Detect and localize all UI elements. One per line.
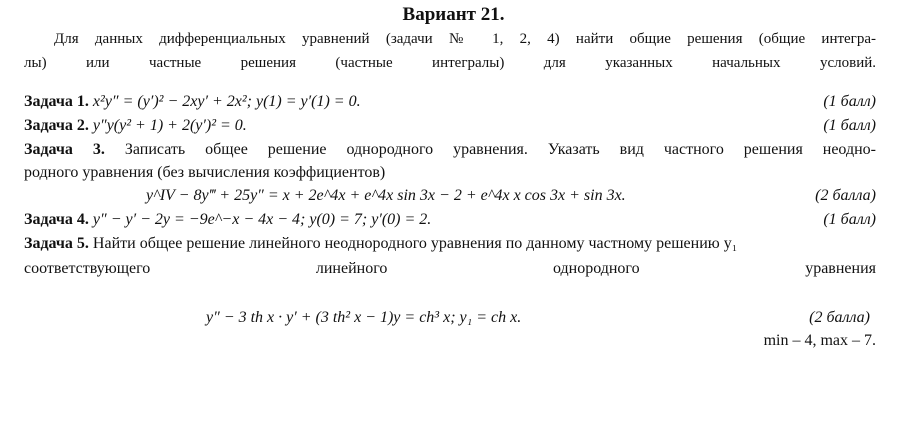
task-2 xyxy=(24,114,876,138)
min-max-row xyxy=(24,329,876,353)
task-1-equation: x²y″ = (y′)² − 2xy′ + 2x²; y(1) = y′(1) = 0. xyxy=(92,93,361,110)
task-3-score: (2 балла) xyxy=(815,187,876,204)
task-5-equation-row xyxy=(24,306,876,330)
task-4-label: Задача 4. xyxy=(24,211,89,228)
task-3-equation-row xyxy=(24,184,876,208)
task-2-label: Задача 2. xyxy=(24,117,89,134)
task-5-label: Задача 5. xyxy=(24,235,89,252)
task-5-line-2: соответствующего линейного однородного уравнения xyxy=(24,260,876,277)
task-5-equation: y″ − 3 th x · y′ + (3 th² x − 1)y = ch³ x; y₁ = ch x. xyxy=(206,309,522,326)
min-max-text: min – 4, max – 7. xyxy=(763,332,876,349)
task-3-label: Задача 3. xyxy=(24,141,105,158)
task-1-score: (1 балл) xyxy=(823,93,876,110)
variant-title: Вариант 21. xyxy=(402,4,505,25)
task-1-label: Задача 1. xyxy=(24,93,89,110)
task-1 xyxy=(24,90,876,114)
task-5 xyxy=(24,232,876,256)
task-2-score: (1 балл) xyxy=(823,117,876,134)
task-2-equation: y″y(y² + 1) + 2(y′)² = 0. xyxy=(92,117,247,134)
intro-line-1: Для данных дифференциальных уравнений (задачи № 1, 2, 4) найти общие решения (общие интегра- xyxy=(54,31,876,47)
task-3-equation: y^IV − 8y‴ + 25y″ = x + 2e^4x + e^4x sin 3x − 2 + e^4x x cos 3x + sin 3x. xyxy=(146,187,626,204)
task-4-equation: y″ − y′ − 2y = −9e^−x − 4x − 4; y(0) = 7; y′(0) = 2. xyxy=(92,211,432,228)
task-3-line-2: родного уравнения (без вычисления коэффициентов) xyxy=(24,164,386,181)
intro-line-2: лы) или частные решения (частные интегралы) для указанных начальных условий. xyxy=(24,55,876,71)
task-5-score: (2 балла) xyxy=(809,309,870,326)
task-3-text: Записать общее решение однородного уравнения. Указать вид частного решения неодно- xyxy=(124,141,877,158)
task-4-score: (1 балл) xyxy=(823,211,876,228)
task-3 xyxy=(24,138,876,162)
task-5-text: Найти общее решение линейного неоднородного уравнения по данному частному решению y₁ xyxy=(92,235,738,252)
task-4 xyxy=(24,208,876,232)
